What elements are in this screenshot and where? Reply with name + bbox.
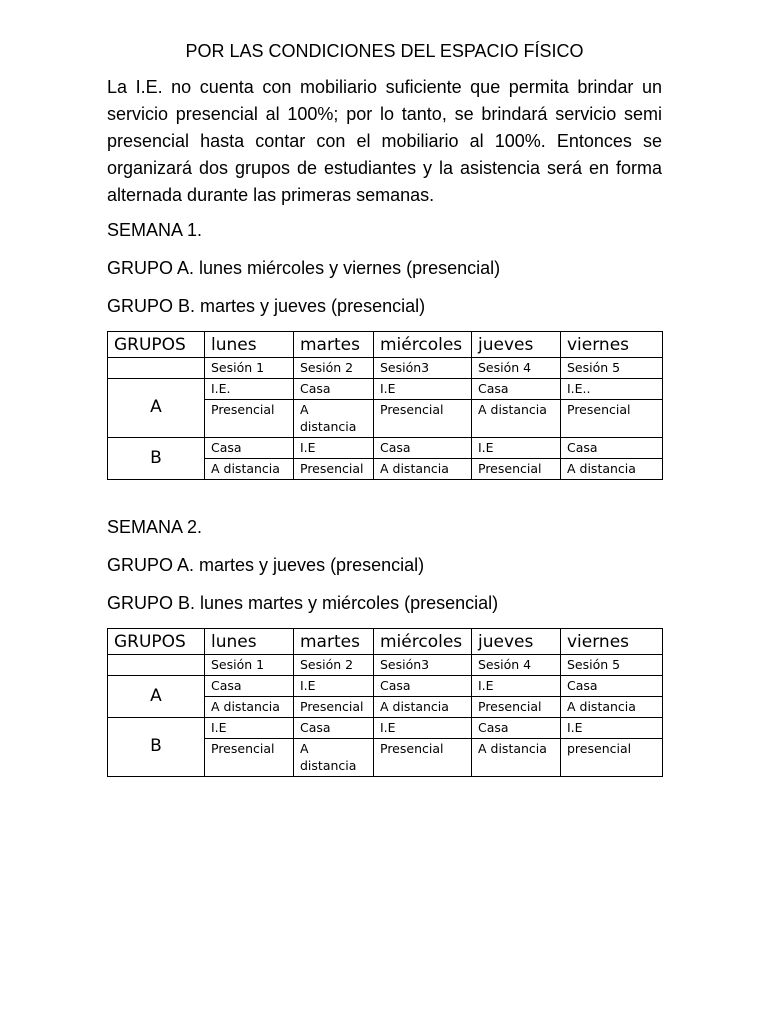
document-page bbox=[107, 40, 662, 777]
mode-cell: A distancia bbox=[205, 697, 294, 718]
session-cell: Sesión 4 bbox=[472, 358, 561, 379]
place-cell: I.E. bbox=[205, 379, 294, 400]
header-cell: jueves bbox=[472, 629, 561, 655]
place-cell: I.E bbox=[472, 676, 561, 697]
document-title: POR LAS CONDICIONES DEL ESPACIO FÍSICO bbox=[185, 41, 584, 61]
place-cell: I.E bbox=[294, 676, 374, 697]
session-cell: Sesión 5 bbox=[561, 655, 663, 676]
table-row bbox=[108, 718, 663, 739]
mode-cell: A distancia bbox=[294, 739, 374, 777]
mode-cell: Presencial bbox=[294, 697, 374, 718]
session-row bbox=[108, 358, 663, 379]
place-cell: I.E bbox=[472, 438, 561, 459]
mode-cell: presencial bbox=[561, 739, 663, 777]
place-cell: Casa bbox=[205, 438, 294, 459]
week2-group-a: GRUPO A. martes y jueves (presencial) bbox=[107, 555, 425, 575]
mode-cell: A distancia bbox=[472, 400, 561, 438]
mode-cell: A distancia bbox=[294, 400, 374, 438]
session-cell: Sesión 2 bbox=[294, 655, 374, 676]
place-cell: Casa bbox=[472, 379, 561, 400]
mode-cell: A distancia bbox=[374, 459, 472, 480]
mode-cell: Presencial bbox=[374, 739, 472, 777]
header-cell: martes bbox=[294, 332, 374, 358]
mode-cell: Presencial bbox=[205, 400, 294, 438]
mode-cell: A distancia bbox=[374, 697, 472, 718]
place-cell: Casa bbox=[561, 676, 663, 697]
week1-heading: SEMANA 1. bbox=[107, 220, 203, 240]
place-cell: Casa bbox=[374, 676, 472, 697]
table-row bbox=[108, 676, 663, 697]
header-cell: GRUPOS bbox=[108, 332, 205, 358]
group-label: B bbox=[108, 438, 205, 480]
session-cell: Sesión3 bbox=[374, 358, 472, 379]
mode-cell: Presencial bbox=[472, 697, 561, 718]
session-row bbox=[108, 655, 663, 676]
session-cell: Sesión 5 bbox=[561, 358, 663, 379]
place-cell: I.E bbox=[205, 718, 294, 739]
place-cell: Casa bbox=[374, 438, 472, 459]
group-label: B bbox=[108, 718, 205, 777]
session-cell: Sesión3 bbox=[374, 655, 472, 676]
header-cell: GRUPOS bbox=[108, 629, 205, 655]
table-header-row bbox=[108, 629, 663, 655]
header-cell: miércoles bbox=[374, 332, 472, 358]
place-cell: I.E bbox=[294, 438, 374, 459]
place-cell: I.E bbox=[374, 718, 472, 739]
week2-heading: SEMANA 2. bbox=[107, 517, 203, 537]
session-cell: Sesión 4 bbox=[472, 655, 561, 676]
place-cell: Casa bbox=[294, 718, 374, 739]
place-cell: I.E bbox=[374, 379, 472, 400]
table-row bbox=[108, 438, 663, 459]
header-cell: viernes bbox=[561, 629, 663, 655]
mode-cell: A distancia bbox=[561, 459, 663, 480]
mode-cell: A distancia bbox=[561, 697, 663, 718]
place-cell: I.E bbox=[561, 718, 663, 739]
header-cell: miércoles bbox=[374, 629, 472, 655]
mode-cell: Presencial bbox=[294, 459, 374, 480]
place-cell: Casa bbox=[205, 676, 294, 697]
session-cell: Sesión 1 bbox=[205, 655, 294, 676]
header-cell: jueves bbox=[472, 332, 561, 358]
place-cell: Casa bbox=[472, 718, 561, 739]
mode-cell: A distancia bbox=[472, 739, 561, 777]
table-row bbox=[108, 379, 663, 400]
mode-cell: Presencial bbox=[374, 400, 472, 438]
empty-cell bbox=[108, 655, 205, 676]
week1-group-b: GRUPO B. martes y jueves (presencial) bbox=[107, 296, 426, 316]
table-header-row bbox=[108, 332, 663, 358]
intro-paragraph: La I.E. no cuenta con mobiliario suficiente que permita brindar un servicio presencial al 100%; por lo tanto, se brindará servicio semi presencial hasta contar con el mobiliario al 100%. Entonces se organizará dos grupos de estudiantes y la asistencia será en forma alternada durante las primeras semanas. bbox=[107, 77, 662, 205]
header-cell: lunes bbox=[205, 629, 294, 655]
place-cell: I.E.. bbox=[561, 379, 663, 400]
header-cell: lunes bbox=[205, 332, 294, 358]
header-cell: martes bbox=[294, 629, 374, 655]
week1-table-container bbox=[107, 331, 662, 480]
session-cell: Sesión 2 bbox=[294, 358, 374, 379]
place-cell: Casa bbox=[294, 379, 374, 400]
week1-group-a: GRUPO A. lunes miércoles y viernes (presencial) bbox=[107, 258, 501, 278]
week1-schedule-table bbox=[107, 331, 663, 480]
week2-table-container bbox=[107, 628, 662, 777]
week2-schedule-table bbox=[107, 628, 663, 777]
header-cell: viernes bbox=[561, 332, 663, 358]
mode-cell: A distancia bbox=[205, 459, 294, 480]
mode-cell: Presencial bbox=[561, 400, 663, 438]
mode-cell: Presencial bbox=[205, 739, 294, 777]
place-cell: Casa bbox=[561, 438, 663, 459]
group-label: A bbox=[108, 676, 205, 718]
mode-cell: Presencial bbox=[472, 459, 561, 480]
empty-cell bbox=[108, 358, 205, 379]
session-cell: Sesión 1 bbox=[205, 358, 294, 379]
week2-group-b: GRUPO B. lunes martes y miércoles (presencial) bbox=[107, 593, 499, 613]
group-label: A bbox=[108, 379, 205, 438]
